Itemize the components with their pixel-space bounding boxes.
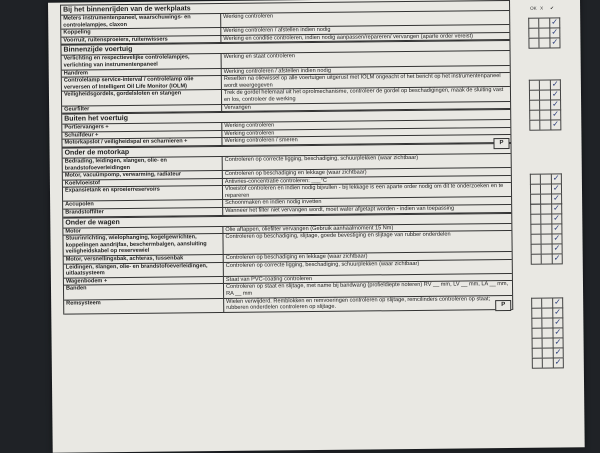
checkbox-row[interactable] [532, 357, 564, 368]
row-item: Controlelamp service-interval / controlelamp olie verversen of Intelligent Oil Life Monitor (IOLM) [62, 76, 222, 91]
row-item: Portiervangers + [62, 123, 222, 131]
row-description: Trek de gordel helemaal uit het oprolmechanisme, controleer de gordel op beschadigingen, maak de sluiting vast en los, controleer de werking [223, 87, 504, 103]
row-item: Wagenbodem + [64, 277, 224, 285]
checkbox-cell[interactable] [543, 329, 553, 338]
row-item: Banden [64, 284, 224, 299]
checkbox-cell[interactable] [532, 299, 542, 308]
checkbox-cell[interactable] [531, 215, 541, 224]
row-description: Olie aftappen, oliefilter vervangen (Gebruik aanhaalmoment 15 Nm) [225, 224, 394, 233]
checkbox-cell[interactable]: ✓ [551, 27, 559, 37]
checkbox-cell[interactable] [541, 121, 551, 130]
checkbox-row[interactable] [532, 337, 564, 347]
checkbox-cell[interactable] [529, 29, 539, 38]
checkbox-row[interactable] [530, 213, 562, 223]
checkbox-row[interactable] [528, 17, 560, 27]
checkbox-cell[interactable]: ✓ [554, 327, 562, 337]
checkbox-cell[interactable] [532, 245, 542, 254]
checkbox-cell[interactable] [531, 225, 541, 234]
check-header-x: X [540, 5, 544, 11]
row-item: Schuifdeur + [62, 131, 222, 139]
row-description: Controleren op beschadiging, slijtage, goede bevestiging en slijtage van rubber onderdelen [225, 231, 451, 241]
row-item: Stuurinrichting, wielophanging, kogelgewrichten, koppelingen aandrijfas, beschermbalgen, aansluiting veiligheidskabel op reservewiel [63, 234, 223, 255]
checkbox-cell[interactable] [529, 19, 539, 28]
check-header-tick: ✔ [550, 5, 554, 11]
checkbox-group [530, 173, 562, 204]
checkbox-group [531, 297, 564, 368]
checkbox-cell[interactable]: ✓ [553, 253, 561, 263]
checkbox-cell[interactable] [540, 29, 550, 38]
checkbox-cell[interactable] [531, 185, 541, 194]
checkbox-cell[interactable] [531, 175, 541, 184]
checkbox-cell[interactable]: ✓ [551, 17, 558, 27]
checkbox-row[interactable] [530, 223, 562, 233]
row-item: Voorruit, ruitensproeiers, ruitenwissers [61, 36, 221, 44]
row-item: Brandstoffilter [63, 208, 223, 216]
checkbox-row[interactable] [529, 109, 561, 119]
checkbox-cell[interactable] [531, 195, 541, 204]
checklist-table [60, 0, 513, 314]
checkbox-cell[interactable]: ✓ [553, 213, 561, 223]
checkbox-row[interactable] [531, 327, 563, 337]
row-description: Controleren op correcte ligging, beschadiging, schuurplekken (waar zichtbaar) [225, 260, 420, 269]
row-description: Werking en staat controleren [223, 53, 296, 61]
checkbox-row[interactable] [530, 203, 562, 213]
row-description: Wanneer het filter niet vervangen wordt, moet water afgetapt worden - indien van toepassing [225, 205, 455, 215]
row-item: Motor, versnellingsbak, achteras, tussenbak [64, 255, 224, 263]
checkbox-cell[interactable] [541, 195, 551, 204]
checkbox-cell[interactable]: ✓ [554, 297, 561, 307]
checkbox-cell[interactable] [533, 349, 543, 358]
checkbox-cell[interactable] [543, 349, 553, 358]
checkbox-cell[interactable]: ✓ [553, 203, 560, 213]
checkbox-cell[interactable] [541, 175, 551, 184]
checkbox-cell[interactable] [543, 359, 553, 368]
row-description: Vloeistof controleren en indien nodig bijvullen - bij lekkage is een aparte order nodig om dit te onderzoeken en te repareren [224, 183, 504, 199]
row-description: Werking controleren [224, 130, 275, 137]
checkbox-cell[interactable] [541, 205, 551, 214]
row-item: Remsysteem [64, 299, 224, 314]
checkbox-row[interactable] [528, 27, 560, 37]
checkbox-row[interactable] [531, 297, 563, 307]
row-item: Veiligheidsgordels, gordelsloten en stangen [62, 90, 222, 105]
row-item: Koelvloeistof [63, 179, 223, 187]
checkbox-cell[interactable]: ✓ [554, 307, 561, 317]
check-header-ok: OK [530, 5, 537, 11]
checkbox-cell[interactable] [541, 185, 551, 194]
checkbox-cell[interactable] [542, 255, 552, 264]
checkbox-cell[interactable] [543, 339, 553, 348]
checkbox-cell[interactable] [543, 309, 553, 318]
checkbox-row[interactable] [532, 347, 564, 357]
checkbox-cell[interactable] [542, 225, 552, 234]
row-description: Werking controleren [224, 122, 275, 130]
checkbox-cell[interactable] [532, 319, 542, 328]
checkbox-row[interactable] [530, 233, 562, 243]
row-description: Controleren op correcte ligging, beschadiging, schuurplekken (waar zichtbaar) [224, 154, 419, 163]
row-description: Vervangen [224, 104, 251, 111]
checkbox-row[interactable] [530, 173, 562, 183]
row-item: Koppeling [61, 28, 221, 36]
checkbox-cell[interactable]: ✓ [554, 317, 562, 327]
checkbox-cell[interactable]: ✓ [553, 243, 561, 253]
row-description: Werking controleren / afstellen indien nodig [223, 67, 331, 75]
checkbox-cell[interactable] [529, 39, 539, 48]
checkbox-cell[interactable] [542, 235, 552, 244]
checkbox-cell[interactable] [532, 255, 542, 264]
row-item: Accupolen [63, 200, 223, 208]
checkbox-cell[interactable] [533, 359, 543, 368]
section-header: Bij het binnenrijden van de werkplaats [61, 0, 509, 16]
checkbox-row[interactable] [531, 253, 563, 264]
row-item: Handrem [62, 69, 222, 77]
checkbox-row[interactable] [530, 183, 562, 193]
inspection-sheet [48, 0, 585, 453]
checkbox-cell[interactable]: ✓ [552, 119, 560, 129]
row-description: Controleren op beschadiging en lekkage (waar zichtbaar) [225, 253, 368, 261]
checkbox-cell[interactable] [533, 339, 543, 348]
row-description: Werking controleren / smeren [224, 137, 298, 145]
row-description: Werking controleren [223, 13, 274, 20]
checkbox-cell[interactable] [542, 215, 552, 224]
checkbox-row[interactable] [531, 317, 563, 327]
row-item: Verlichting en respectievelijke controlelampjes, verlichting van instrumentenpaneel [62, 54, 222, 69]
checkbox-cell[interactable]: ✓ [551, 89, 559, 99]
p-mark-geurfilter: P [493, 138, 509, 149]
section-header: Binnenzijde voertuig [61, 40, 509, 56]
checkbox-cell[interactable] [540, 19, 550, 28]
checkbox-cell[interactable] [540, 111, 550, 120]
checkbox-cell[interactable] [530, 91, 540, 100]
row-description: Controleren op staat en slijtage, met name bij bandwang (profieldiepte noteren) RV __ mm, LV __ mm, LA __ mm, RA __ mm [225, 281, 509, 297]
checkbox-row[interactable] [529, 79, 561, 89]
checkbox-cell[interactable] [542, 245, 552, 254]
checkbox-row[interactable] [529, 119, 561, 130]
row-description: Resetten na oliewissel op alle voertuigen uitgerust met IOLM ongeacht of het bericht op het instrumentenpaneel wordt weergegeven [223, 73, 501, 89]
checkbox-column [526, 0, 581, 448]
checkbox-cell[interactable] [530, 101, 540, 110]
checkbox-row[interactable] [528, 37, 560, 48]
checkbox-cell[interactable] [540, 39, 550, 48]
checkbox-cell[interactable]: ✓ [551, 79, 559, 89]
checkbox-cell[interactable] [532, 329, 542, 338]
section-header: Buiten het voertuig [62, 109, 510, 125]
checkbox-cell[interactable] [543, 319, 553, 328]
row-description: Schoonmaken en indien nodig invetten [225, 199, 322, 207]
checkbox-cell[interactable]: ✓ [554, 347, 562, 357]
row-description: Antivries-concentratie controleren: ___°C [224, 177, 327, 185]
row-item: Motorkapslot / veiligheidspal en scharnieren + [62, 138, 222, 146]
checkbox-row[interactable] [531, 307, 563, 317]
checkbox-group [529, 79, 562, 130]
checkbox-row[interactable] [529, 99, 561, 109]
checkbox-cell[interactable]: ✓ [551, 37, 559, 47]
checkbox-cell[interactable] [542, 299, 552, 308]
row-item: Meters instrumentenpaneel, waarschuwings- en controlelampjes, claxon [61, 14, 221, 29]
p-mark-motor: P [495, 300, 511, 311]
checkbox-cell[interactable] [530, 81, 540, 90]
row-item: Bedrading, leidingen, slangen, olie- en brandstofoeverleidingen [63, 157, 223, 172]
row-description: Werking en conditie controleren, indien nodig aanpassen/repareren/ vervangen (aparte order vereist) [223, 33, 474, 42]
row-description: Wielen verwijderd. Remblokken en remvoeringen controleren op slijtage, remcilinders controleren op staat; rubberen onderdelen controleren op slijtage. [226, 295, 491, 312]
checkbox-cell[interactable] [532, 309, 542, 318]
row-item: Geurfilter [62, 104, 222, 112]
checkbox-cell[interactable]: ✓ [553, 223, 561, 233]
checkbox-cell[interactable]: ✓ [553, 233, 561, 243]
row-item: Motor, vacuümpomp, verwarming, radiateur [63, 171, 223, 179]
checkbox-cell[interactable] [540, 101, 550, 110]
row-description: Werking controleren / afstellen indien nodig [223, 27, 331, 35]
row-item: Expansietank en sproeierreservoirs [63, 186, 223, 201]
checkbox-cell[interactable]: ✓ [554, 357, 562, 367]
checkbox-cell[interactable] [531, 205, 541, 214]
checkbox-cell[interactable] [540, 81, 550, 90]
row-item: Motor [63, 227, 223, 235]
checkbox-cell[interactable]: ✓ [553, 193, 560, 203]
checkbox-cell[interactable]: ✓ [552, 109, 559, 119]
checkbox-row[interactable] [531, 243, 563, 253]
checkbox-cell[interactable]: ✓ [552, 99, 559, 109]
checkbox-group [528, 17, 560, 48]
checkbox-row[interactable] [529, 89, 561, 99]
checkbox-cell[interactable]: ✓ [552, 173, 560, 183]
section-header: Onder de motorkap [63, 143, 511, 159]
checkbox-cell[interactable]: ✓ [554, 337, 562, 347]
row-description: Controleren op beschadiging en lekkage (waar zichtbaar) [224, 169, 367, 178]
checkbox-cell[interactable] [530, 111, 540, 120]
checkbox-cell[interactable] [530, 121, 540, 130]
checkbox-group [530, 203, 563, 264]
checkbox-cell[interactable]: ✓ [552, 183, 560, 193]
row-item: Leidingen, slangen, olie- en brandstofoeverleidingen, uitlaatsysteem [64, 263, 224, 278]
section-header: Onder de wagen [63, 213, 511, 229]
row-description: Staat van PVC-coating controleren [225, 275, 313, 283]
checkbox-cell[interactable] [531, 235, 541, 244]
checkbox-cell[interactable] [540, 91, 550, 100]
